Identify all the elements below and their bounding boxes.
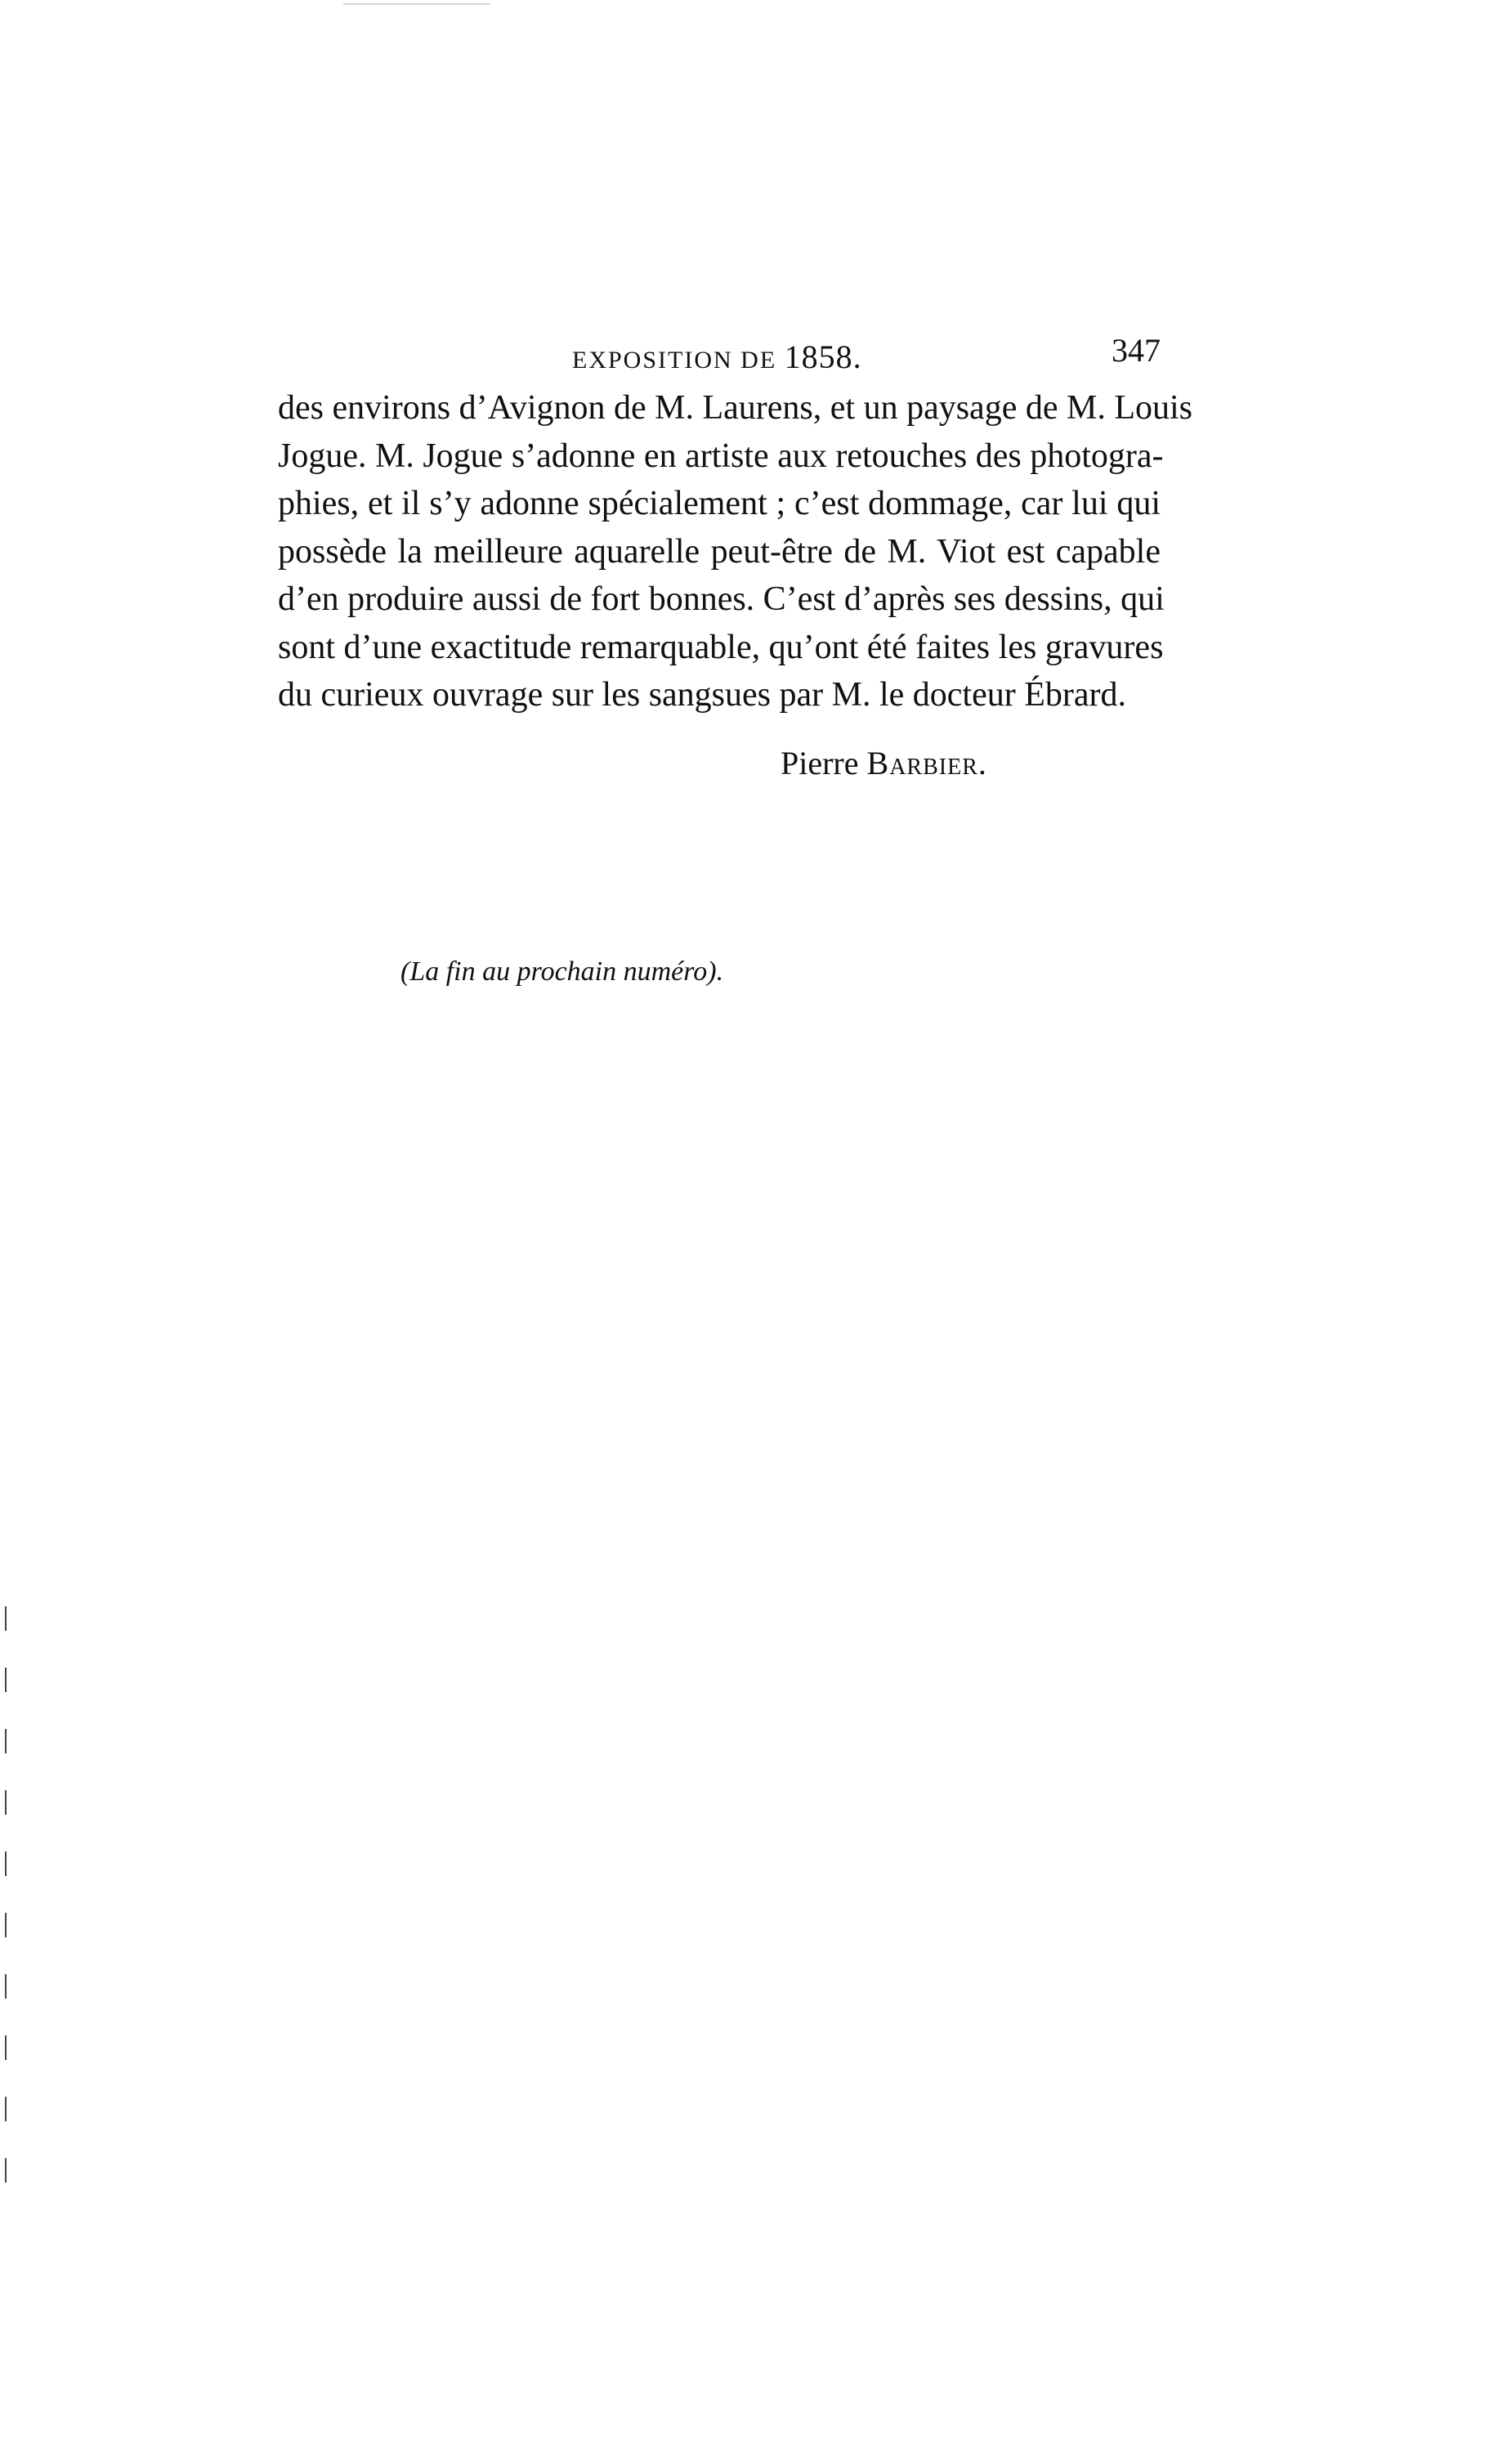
margin-mark bbox=[5, 2035, 7, 2060]
body-paragraph bbox=[278, 384, 1192, 719]
author-surname: Barbier. bbox=[866, 745, 987, 781]
margin-mark bbox=[5, 2097, 7, 2121]
margin-mark bbox=[5, 1790, 7, 1815]
running-title-year: 1858. bbox=[784, 338, 862, 375]
body-line: du curieux ouvrage sur les sangsues par M. le docteur Ébrard. bbox=[278, 676, 1127, 714]
body-line: des environs d’Avignon de M. Laurens, et un paysage de M. Louis bbox=[278, 389, 1192, 427]
page-number: 347 bbox=[1112, 332, 1161, 369]
body-line: sont d’une exactitude remarquable, qu’ont été faites les gravures bbox=[278, 628, 1164, 666]
margin-mark bbox=[5, 1668, 7, 1692]
margin-mark bbox=[5, 1852, 7, 1876]
body-line: phies, et il s’y adonne spécialement ; c’est dommage, car lui qui bbox=[278, 485, 1161, 522]
margin-mark bbox=[5, 1974, 7, 1999]
author-first-name: Pierre bbox=[781, 745, 859, 781]
scan-margin-marks bbox=[5, 1606, 8, 2228]
margin-mark bbox=[5, 2158, 7, 2183]
author-signature bbox=[781, 744, 987, 782]
running-title bbox=[572, 338, 862, 376]
body-line: Jogue. M. Jogue s’adonne en artiste aux retouches des photogra- bbox=[278, 437, 1164, 475]
running-title-text: EXPOSITION DE bbox=[572, 347, 777, 374]
running-head bbox=[278, 331, 1161, 380]
body-line: d’en produire aussi de fort bonnes. C’est d’après ses dessins, qui bbox=[278, 580, 1165, 618]
continuation-note: (La fin au prochain numéro). bbox=[400, 956, 724, 987]
scan-smudge bbox=[343, 3, 490, 5]
body-line: possède la meilleure aquarelle peut-être de M. Viot est capable bbox=[278, 532, 1161, 571]
margin-mark bbox=[5, 1606, 7, 1631]
margin-mark bbox=[5, 1729, 7, 1753]
margin-mark bbox=[5, 1913, 7, 1937]
